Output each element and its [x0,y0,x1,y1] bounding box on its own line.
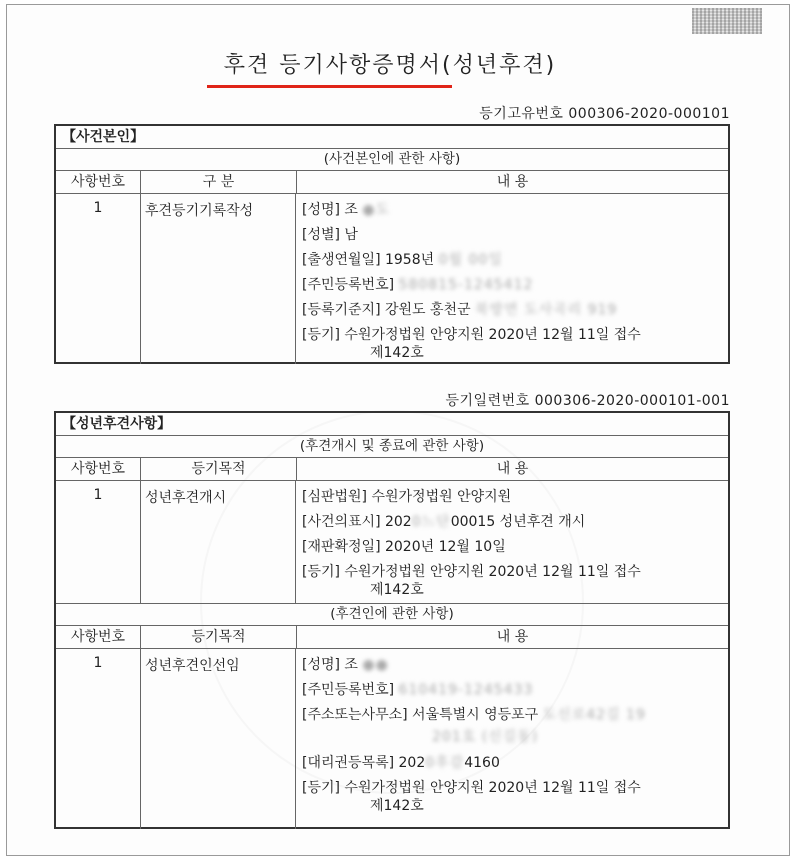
title-underline [207,85,452,88]
section-person [54,124,730,364]
col-content: 내 용 [496,629,529,645]
item-no: 1 [56,481,141,603]
item-purpose: 성년후견개시 [141,481,296,603]
content-continuation: 제142호 [370,345,424,361]
col-item-no: 사항번호 [56,171,141,193]
section-subheading: (후견개시 및 종료에 관한 사항) [56,436,728,458]
section-heading: 【성년후견사항】 [56,413,728,436]
table-row [56,649,728,829]
col-purpose: 등기목적 [141,626,297,648]
section-guardianship [54,411,730,829]
table-row [56,194,728,364]
content-line: 201호 (신길동) [432,729,539,745]
barcode-stamp [692,8,762,34]
item-content [296,481,728,603]
col-content: 내 용 [496,174,529,190]
col-purpose: 등기목적 [141,458,297,480]
content-line: [성명] 조 ●도 [302,202,391,218]
column-header-row [56,458,728,481]
section-subheading: (후견인에 관한 사항) [56,604,728,626]
registration-unique-number: 등기고유번호 000306-2020-000101 [479,106,730,122]
column-header-row [56,171,728,194]
item-no: 1 [56,649,141,829]
content-line: [등록기준지] 강원도 홍천군 북방면 도사곡리 919 [302,302,618,318]
content-line: [등기] 수원가정법원 안양지원 2020년 12월 11일 접수 [302,780,641,796]
item-content [296,649,728,829]
content-line: [등기] 수원가정법원 안양지원 2020년 12월 11일 접수 [302,327,641,343]
content-line: [주민등록번호] 580815-1245412 [302,277,534,293]
item-kind: 후견등기기록작성 [141,194,296,364]
item-content [296,194,728,364]
content-line: [성별] 남 [302,227,358,243]
col-item-no: 사항번호 [56,626,141,648]
content-continuation: 제142호 [370,798,424,814]
content-line: [출생연월일] 1958년 0월 00일 [302,252,503,268]
content-line: [주소또는사무소] 서울특별시 영등포구 도신로42길 19 [302,707,646,723]
page-title: 후견 등기사항증명서(성년후견) [223,53,557,78]
col-content: 내 용 [496,461,529,477]
col-item-no: 사항번호 [56,458,141,480]
content-line: [등기] 수원가정법원 안양지원 2020년 12월 11일 접수 [302,564,641,580]
content-continuation: 제142호 [370,582,424,598]
column-header-row [56,626,728,649]
section-heading: 【사건본인】 [56,126,728,149]
table-row [56,481,728,603]
content-line: [대리권등목록] 2020후감4160 [302,755,500,771]
col-kind: 구 분 [141,171,297,193]
item-purpose: 성년후견인선임 [141,649,296,829]
section-subheading: (사건본인에 관한 사항) [56,149,728,171]
content-line: [주민등록번호] 610419-1245433 [302,682,534,698]
content-line: [성명] 조 ●● [302,657,389,673]
content-line: [사건의표시] 2020느단00015 성년후견 개시 [302,514,586,530]
item-no: 1 [56,194,141,364]
registration-serial-number: 등기일련번호 000306-2020-000101-001 [445,393,730,409]
content-line: [재판확정일] 2020년 12월 10일 [302,539,506,555]
content-line: [심판법원] 수원가정법원 안양지원 [302,489,512,505]
